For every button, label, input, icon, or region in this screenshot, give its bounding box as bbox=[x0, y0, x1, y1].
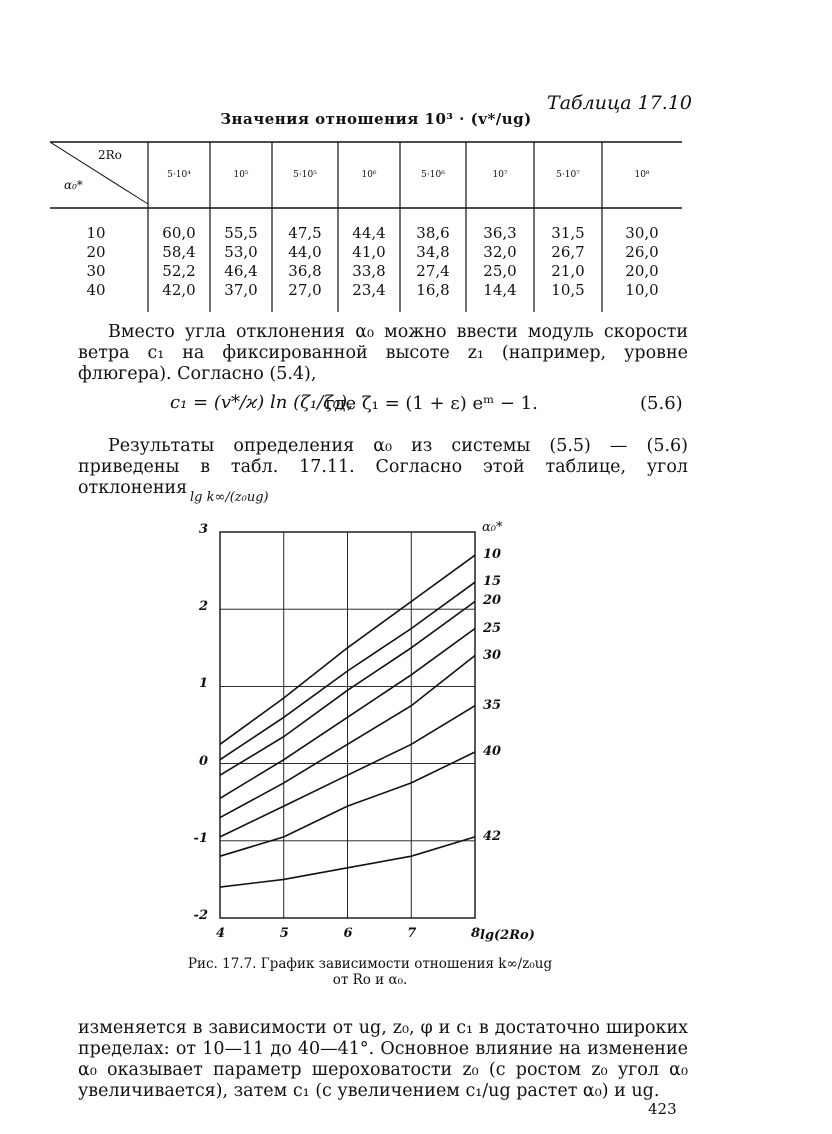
table-cell: 38,6 bbox=[416, 224, 450, 242]
y-tick-label: -1 bbox=[193, 830, 208, 846]
table-cell: 55,5 bbox=[224, 224, 258, 242]
table-cell: 25,0 bbox=[483, 262, 517, 280]
y-axis-label: lg k∞/(z₀ug) bbox=[190, 490, 269, 505]
table-cell: 41,0 bbox=[352, 243, 386, 261]
x-axis-label: lg(2Ro) bbox=[480, 928, 535, 943]
x-tick-label: 7 bbox=[407, 926, 417, 941]
table-cell: 60,0 bbox=[162, 224, 196, 242]
table-cell: 34,8 bbox=[416, 243, 450, 261]
table-corner-bottom: α₀* bbox=[64, 178, 83, 192]
formula-c1: c₁ = (v*/ϰ) ln (ζ₁/ζ₀), bbox=[170, 392, 353, 413]
legend-header: α₀* bbox=[482, 520, 503, 535]
table-header-cell: 5·10⁷ bbox=[556, 170, 580, 180]
table-header-cell: 10⁸ bbox=[634, 170, 650, 180]
table-row-alpha: 40 bbox=[86, 281, 106, 299]
page-number: 423 bbox=[648, 1100, 677, 1118]
curve-label-42: 42 bbox=[483, 828, 502, 844]
table-cell: 27,0 bbox=[288, 281, 322, 299]
table-title: Значения отношения 10³ · (v*/ug) bbox=[220, 110, 532, 128]
table-cell: 10,5 bbox=[551, 281, 585, 299]
table-cell: 46,4 bbox=[224, 262, 258, 280]
table-row-alpha: 20 bbox=[86, 243, 106, 261]
table-cell: 32,0 bbox=[483, 243, 517, 261]
table-cell: 10,0 bbox=[625, 281, 659, 299]
table-cell: 53,0 bbox=[224, 243, 258, 261]
table-header-cell: 10⁵ bbox=[233, 170, 249, 180]
data-table bbox=[50, 140, 682, 315]
curve-label-40: 40 bbox=[483, 744, 502, 760]
table-cell: 58,4 bbox=[162, 243, 196, 261]
table-cell: 14,4 bbox=[483, 281, 517, 299]
table-cell: 47,5 bbox=[288, 224, 322, 242]
curve-label-10: 10 bbox=[483, 547, 502, 563]
y-tick-label: -2 bbox=[193, 908, 208, 923]
x-tick-label: 6 bbox=[343, 926, 353, 941]
table-label: Таблица 17.10 bbox=[547, 92, 692, 114]
table-cell: 21,0 bbox=[551, 262, 585, 280]
table-cell: 44,0 bbox=[288, 243, 322, 261]
table-header-cell: 10⁶ bbox=[361, 170, 377, 180]
y-tick-label: 2 bbox=[198, 599, 208, 615]
table-cell: 44,4 bbox=[352, 224, 386, 242]
curve-label-20: 20 bbox=[483, 593, 502, 609]
table-cell: 26,0 bbox=[625, 243, 659, 261]
paragraph-2-text: Результаты определения α₀ из системы (5.5) — (5.6) приведены в табл. 17.11. Согласно этой таблице, угол отклонения bbox=[78, 436, 688, 498]
table-cell: 42,0 bbox=[162, 281, 196, 299]
table-cell: 52,2 bbox=[162, 262, 196, 280]
table-cell: 23,4 bbox=[352, 281, 386, 299]
curve-label-30: 30 bbox=[483, 647, 502, 663]
table-cell: 16,8 bbox=[416, 281, 450, 299]
paragraph-1-text: Вместо угла отклонения α₀ можно ввести модуль скорости ветра c₁ на фиксированной высоте z₁ (например, уровне флюгера). Согласно (5.4), bbox=[78, 322, 688, 384]
table-cell: 30,0 bbox=[625, 224, 659, 242]
formula-number: (5.6) bbox=[640, 393, 683, 414]
table-corner-top: 2Ro bbox=[98, 148, 122, 162]
figure-17-7 bbox=[180, 490, 560, 950]
table-header-cell: 5·10⁶ bbox=[421, 170, 445, 180]
x-tick-label: 5 bbox=[279, 926, 289, 941]
table-cell: 37,0 bbox=[224, 281, 258, 299]
table-row-alpha: 30 bbox=[86, 262, 106, 280]
table-cell: 33,8 bbox=[352, 262, 386, 280]
table-cell: 36,3 bbox=[483, 224, 517, 242]
table-cell: 36,8 bbox=[288, 262, 322, 280]
curve-label-15: 15 bbox=[483, 574, 502, 590]
x-tick-label: 8 bbox=[471, 926, 481, 941]
y-tick-label: 1 bbox=[198, 676, 208, 692]
table-cell: 31,5 bbox=[551, 224, 585, 242]
table-header-cell: 5·10⁵ bbox=[293, 170, 317, 180]
table-cell: 20,0 bbox=[625, 262, 659, 280]
table-cell: 27,4 bbox=[416, 262, 450, 280]
paragraph-3 bbox=[78, 1000, 688, 1119]
table-row-alpha: 10 bbox=[86, 224, 106, 242]
figure-caption: Рис. 17.7. График зависимости отношения k∞/z₀ug от Ro и α₀. bbox=[187, 956, 553, 988]
chart-plot bbox=[180, 490, 560, 950]
table-header-cell: 10⁷ bbox=[492, 170, 508, 180]
paragraph-3-text: изменяется в зависимости от ug, z₀, φ и c₁ в достаточно широких пределах: от 10—11 до 40—41°. Основное влияние на изменение α₀ оказывает параметр шероховатости z₀ (с ростом z₀ угол α₀ увеличивается), затем c₁ (с увеличением c₁/ug растет α₀) и ug. bbox=[78, 1017, 688, 1101]
curve-label-35: 35 bbox=[483, 697, 502, 713]
y-tick-label: 0 bbox=[198, 753, 208, 769]
y-tick-label: 3 bbox=[198, 522, 208, 537]
curve-label-25: 25 bbox=[483, 620, 502, 636]
formula-where: где ζ₁ = (1 + ε) eᵐ − 1. bbox=[325, 393, 538, 414]
table-cell: 26,7 bbox=[551, 243, 585, 261]
table-header-cell: 5·10⁴ bbox=[167, 170, 191, 180]
x-tick-label: 4 bbox=[216, 926, 226, 941]
paragraph-1 bbox=[78, 322, 688, 385]
